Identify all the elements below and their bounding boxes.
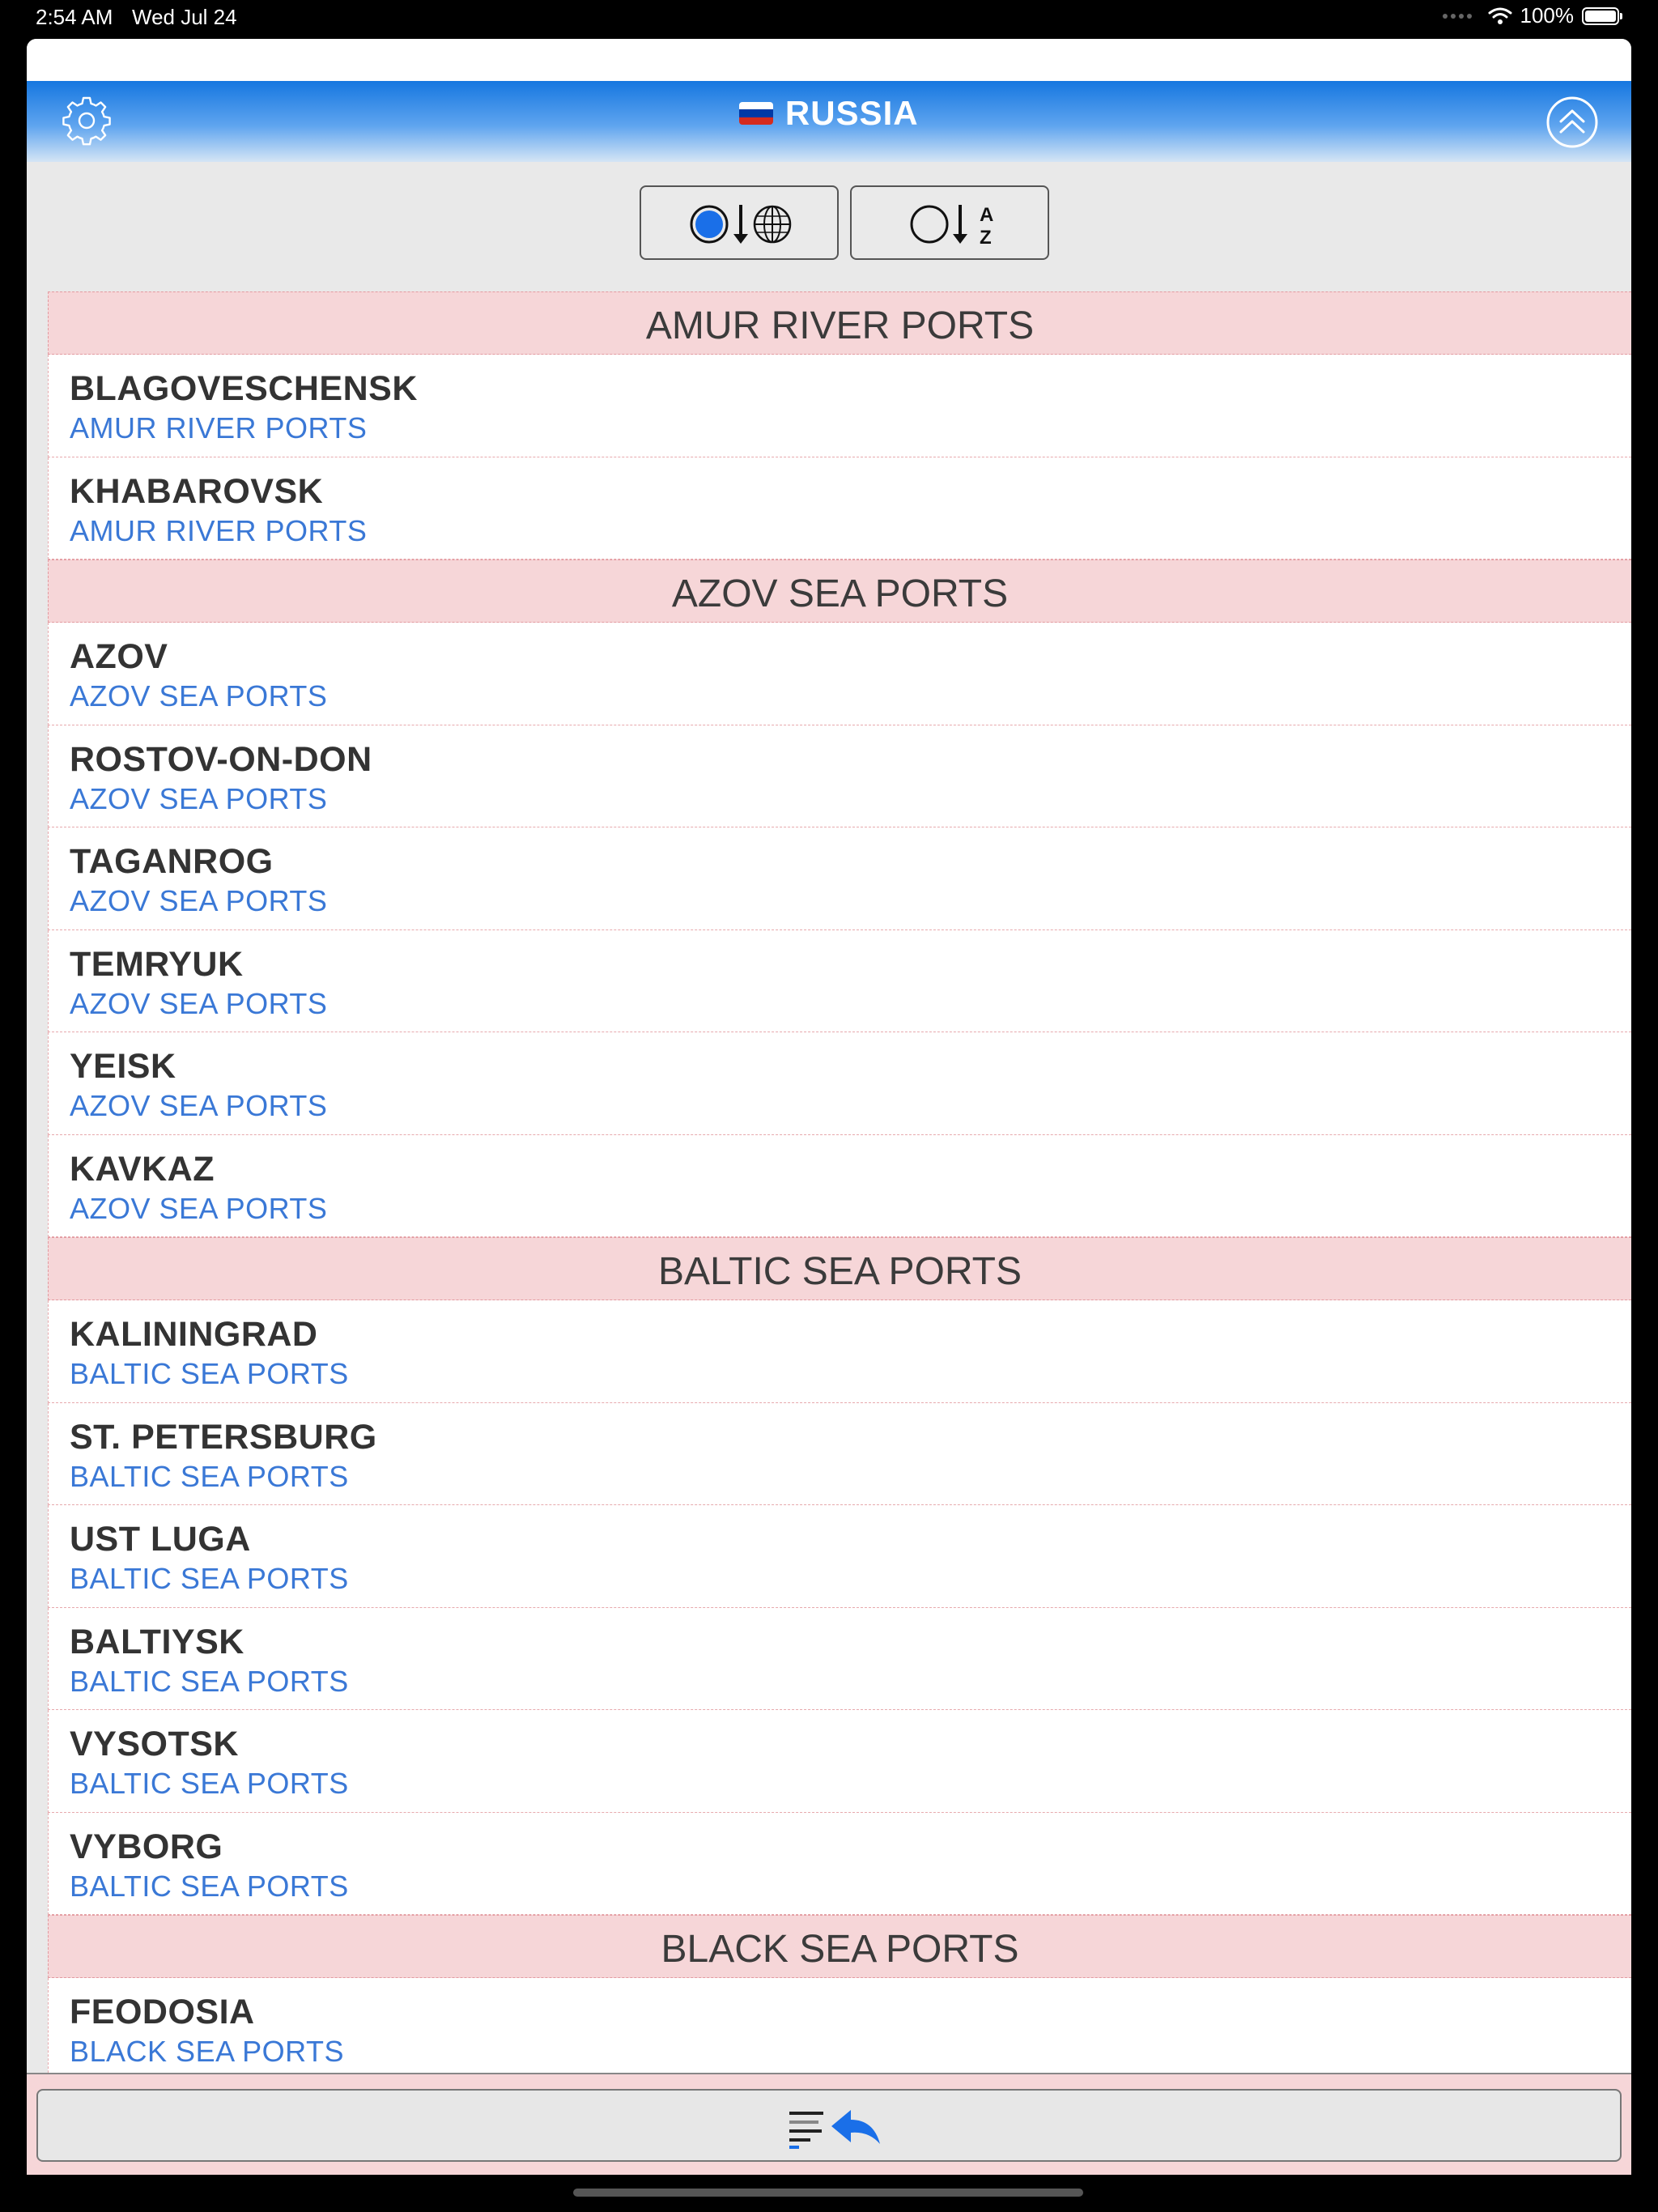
- port-name: TAGANROG: [70, 842, 274, 881]
- port-group: AZOV SEA PORTS: [70, 1089, 328, 1122]
- section-header-black-sea: BLACK SEA PORTS: [48, 1915, 1631, 1978]
- list-item[interactable]: [48, 1505, 1631, 1608]
- port-group: AZOV SEA PORTS: [70, 781, 328, 815]
- list-item[interactable]: [48, 623, 1631, 725]
- ports-list[interactable]: [48, 291, 1631, 2113]
- port-group: AZOV SEA PORTS: [70, 1191, 328, 1225]
- port-name: FEODOSIA: [70, 1993, 255, 2031]
- radio-unselected-sort-az-icon: [852, 187, 1051, 262]
- port-name: AZOV: [70, 637, 168, 676]
- list-item[interactable]: [48, 827, 1631, 930]
- port-name: UST LUGA: [70, 1520, 251, 1559]
- russia-flag-icon: [739, 102, 773, 125]
- port-group: AZOV SEA PORTS: [70, 884, 328, 917]
- list-item[interactable]: [48, 1135, 1631, 1238]
- header-bar: [27, 81, 1631, 162]
- page-title: RUSSIA: [784, 94, 919, 132]
- port-name: KHABAROVSK: [70, 471, 324, 511]
- port-name: BLAGOVESCHENSK: [70, 369, 418, 408]
- port-group: AZOV SEA PORTS: [70, 679, 328, 713]
- section-header-baltic: BALTIC SEA PORTS: [48, 1237, 1631, 1300]
- port-name: VYSOTSK: [70, 1725, 239, 1763]
- list-item[interactable]: [48, 1978, 1631, 2081]
- app-window: [27, 39, 1631, 2175]
- status-time: 2:54 AM: [36, 5, 113, 29]
- port-group: BALTIC SEA PORTS: [70, 1459, 349, 1493]
- port-name: ST. PETERSBURG: [70, 1417, 377, 1457]
- port-group: BALTIC SEA PORTS: [70, 1869, 349, 1903]
- chevron-up-circle-icon[interactable]: [1545, 96, 1599, 149]
- port-name: BALTIYSK: [70, 1622, 244, 1661]
- section-header-amur: AMUR RIVER PORTS: [48, 291, 1631, 355]
- cellular-dots-icon: [1443, 14, 1472, 19]
- list-item[interactable]: [48, 1300, 1631, 1403]
- home-indicator[interactable]: [573, 2189, 1083, 2197]
- port-name: YEISK: [70, 1047, 176, 1086]
- list-item[interactable]: [48, 1032, 1631, 1135]
- status-bar: [0, 0, 1658, 36]
- battery-percent: 100%: [1520, 3, 1574, 28]
- list-item[interactable]: [48, 1608, 1631, 1711]
- port-group: BLACK SEA PORTS: [70, 2035, 344, 2068]
- back-to-list-button[interactable]: [36, 2089, 1622, 2162]
- list-item[interactable]: [48, 1403, 1631, 1506]
- port-group: AMUR RIVER PORTS: [70, 411, 368, 445]
- wifi-icon: [1488, 6, 1512, 26]
- port-group: BALTIC SEA PORTS: [70, 1562, 349, 1595]
- list-item[interactable]: [48, 1813, 1631, 1916]
- bottom-bar: [27, 2073, 1631, 2175]
- section-header-azov: AZOV SEA PORTS: [48, 559, 1631, 623]
- list-back-arrow-icon: [786, 2099, 883, 2155]
- list-item[interactable]: [48, 725, 1631, 828]
- port-group: BALTIC SEA PORTS: [70, 1767, 349, 1800]
- status-date: Wed Jul 24: [132, 5, 237, 29]
- port-name: ROSTOV-ON-DON: [70, 739, 372, 779]
- top-strip: [27, 39, 1631, 81]
- radio-selected-sort-globe-icon: [641, 187, 840, 262]
- port-group: BALTIC SEA PORTS: [70, 1357, 349, 1390]
- list-item[interactable]: [48, 1710, 1631, 1813]
- port-name: KALININGRAD: [70, 1315, 318, 1354]
- sort-letter-a: A: [980, 204, 994, 226]
- list-item[interactable]: [48, 355, 1631, 457]
- header-title-group: [27, 94, 1631, 133]
- sort-letter-z: Z: [980, 227, 992, 249]
- port-group: BALTIC SEA PORTS: [70, 1664, 349, 1698]
- port-name: TEMRYUK: [70, 944, 244, 984]
- port-group: AZOV SEA PORTS: [70, 986, 328, 1020]
- port-name: VYBORG: [70, 1827, 223, 1866]
- port-group: AMUR RIVER PORTS: [70, 513, 368, 547]
- battery-icon: [1582, 7, 1619, 25]
- sort-by-region-button[interactable]: [640, 185, 839, 260]
- list-item[interactable]: [48, 457, 1631, 560]
- status-right: [1443, 3, 1620, 28]
- port-name: KAVKAZ: [70, 1149, 215, 1189]
- list-item[interactable]: [48, 930, 1631, 1033]
- sort-alphabetical-button[interactable]: [850, 185, 1049, 260]
